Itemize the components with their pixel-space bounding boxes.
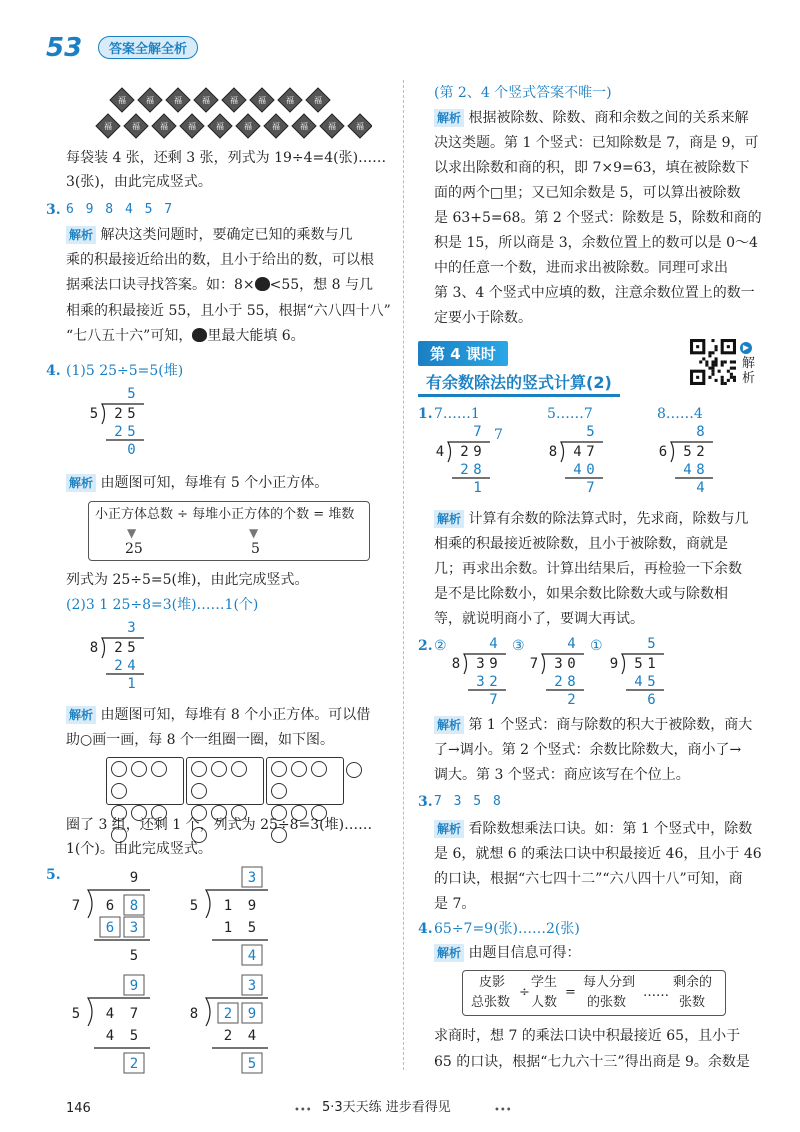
box-d2: 张数 — [679, 995, 706, 1010]
fu-char: 福 — [202, 96, 210, 105]
r-exp-line5: 是 63+5=68。第 2 个竖式：除数是 5，除数和商的 — [434, 210, 762, 226]
qr-module — [711, 367, 714, 370]
qr-module — [721, 364, 724, 367]
q5-number: 5. — [46, 867, 61, 883]
r-exp-line8: 第 3、4 个竖式中应填的数，注意余数位置上的数一 — [434, 285, 755, 301]
remainder-digit: 2 — [129, 1056, 139, 1072]
q3-exp-line5 — [66, 327, 305, 345]
product-digit: 8 — [473, 462, 482, 478]
arrow-down-icon: ▼ — [249, 526, 259, 540]
apple-icon — [255, 277, 270, 291]
qr-module — [711, 370, 714, 373]
qr-finder-core — [727, 345, 730, 348]
relation-value-total: 25 — [125, 541, 143, 557]
qr-module — [730, 367, 733, 370]
explanation-tag: 解析 — [434, 820, 464, 838]
box-b2: 人数 — [531, 995, 558, 1010]
s1-exp-line2: 相乘的积最接近被除数，且小于被除数，商就是 — [434, 536, 728, 552]
box-op1: ÷ — [519, 985, 530, 1000]
s4-end-line1: 求商时，想 7 的乘法口诀中积最接近 65，且小于 — [434, 1028, 741, 1044]
explanation-tag: 解析 — [434, 109, 464, 127]
qr-module — [711, 364, 714, 367]
circle-group — [266, 757, 344, 805]
fu-diamonds-figure — [92, 84, 372, 142]
footer-slogan: 5·3天天练 进步看得见 — [322, 1100, 451, 1115]
product-digit: 4 — [105, 1028, 115, 1044]
fu-char: 福 — [230, 96, 238, 105]
qr-module — [715, 360, 718, 363]
divisor-digit: 6 — [658, 444, 668, 460]
s1-answer-3: 8……4 — [657, 406, 703, 422]
product-digit: 4 — [247, 1028, 257, 1044]
s1-number: 1. — [418, 406, 433, 422]
divisor-digit: 5 — [89, 406, 99, 422]
explanation-tag: 解析 — [434, 510, 464, 528]
q4-1-answer: (1)5 25÷5=5(堆) — [66, 363, 184, 379]
qr-module — [702, 357, 705, 360]
s3-number: 3. — [418, 794, 433, 810]
dividend-digit: 6 — [105, 898, 115, 914]
q3-exp5b: 里最大能填 6。 — [207, 328, 305, 344]
quotient-digit: 9 — [129, 978, 139, 994]
quotient-digit: 3 — [127, 620, 136, 636]
dividend-digit: 4 — [105, 1006, 115, 1022]
product-digit: 5 — [647, 674, 656, 690]
fu-char: 福 — [188, 122, 196, 131]
qr-module — [730, 376, 733, 379]
dividend-digit: 0 — [567, 656, 576, 672]
fu-char: 福 — [314, 96, 322, 105]
long-division-q4-2 — [84, 618, 164, 692]
qr-module — [721, 382, 724, 385]
s1-extra: 7 — [494, 427, 503, 443]
q3-exp3a: 据乘法口诀寻找答案。如：8× — [66, 277, 255, 293]
qr-module — [715, 345, 718, 348]
divisor-digit: 7 — [529, 656, 539, 672]
division-bracket — [206, 998, 268, 1026]
fu-char: 福 — [258, 96, 266, 105]
qr-module — [711, 373, 714, 376]
division-bracket — [102, 404, 144, 424]
s4-relation-box — [462, 970, 726, 1016]
fu-char: 福 — [356, 122, 364, 131]
note-not-unique: (第 2、4 个竖式答案不唯一) — [434, 85, 612, 101]
remainder-digit: 6 — [647, 692, 656, 708]
q4-1-end: 列式为 25÷5=5(堆)，由此完成竖式。 — [66, 572, 309, 588]
product-digit: 4 — [683, 462, 692, 478]
divisor-digit: 8 — [189, 1006, 199, 1022]
quotient-digit: 5 — [586, 424, 595, 440]
fu-char: 福 — [160, 122, 168, 131]
r-exp-line3: 以求出除数和商的积，即 7×9=63，填在被除数下 — [434, 160, 750, 176]
explanation-tag: 解析 — [434, 716, 464, 734]
box-c1: 每人分到 — [583, 975, 636, 990]
qr-module — [718, 370, 721, 373]
circles-grouping-figure — [106, 757, 351, 805]
qr-module — [724, 382, 727, 385]
s3-exp-line3: 的口诀，根据“六七四十二”“六八四十八”可知，商 — [434, 871, 743, 887]
division-bracket — [671, 442, 713, 462]
s1-exp-line5: 等，就说明商小了，要调大再试。 — [434, 611, 644, 627]
qr-module — [708, 351, 711, 354]
product-digit: 2 — [114, 658, 123, 674]
remainder-digit: 4 — [696, 480, 705, 496]
product-digit: 5 — [247, 920, 257, 936]
fu-char: 福 — [118, 96, 126, 105]
qr-module — [708, 367, 711, 370]
dividend-digit: 2 — [460, 444, 469, 460]
box-a1: 皮影 — [479, 975, 506, 990]
quotient-digit: 3 — [247, 978, 257, 994]
divisor-digit: 8 — [548, 444, 558, 460]
box-dots: …… — [643, 985, 669, 1000]
q4-number: 4. — [46, 363, 61, 379]
remainder-digit: 7 — [586, 480, 595, 496]
explanation-tag: 解析 — [66, 226, 96, 244]
s4-exp-text: 由题目信息可得： — [468, 945, 581, 961]
s2-mark-3: ① — [590, 638, 603, 654]
division-bracket — [622, 654, 664, 674]
q4-2-end2: 1(个)。由此完成竖式。 — [66, 841, 212, 857]
explanation-tag: 解析 — [434, 944, 464, 962]
fu-char: 福 — [146, 96, 154, 105]
q3-exp-line1 — [66, 226, 352, 244]
remainder-digit: 5 — [129, 948, 139, 964]
long-division-s2-2 — [524, 634, 594, 708]
q3-number: 3. — [46, 202, 61, 218]
fu-char: 福 — [328, 122, 336, 131]
long-division-s2-1 — [446, 634, 516, 708]
qr-module — [699, 360, 702, 363]
dividend-digit: 9 — [247, 1006, 257, 1022]
box-a2: 总张数 — [471, 995, 511, 1010]
product-digit: 2 — [114, 424, 123, 440]
long-division-s2-3 — [604, 634, 674, 708]
dividend-digit: 4 — [573, 444, 582, 460]
qr-module — [705, 360, 708, 363]
fu-char: 福 — [174, 96, 182, 105]
qr-module — [705, 364, 708, 367]
s3-exp-line2: 是 6，就想 6 的乘法口诀中积最接近 46，且小于 46 — [434, 846, 762, 862]
q4-2-answer: (2)3 1 25÷8=3(堆)……1(个) — [66, 597, 259, 613]
remainder-digit: 1 — [127, 676, 136, 692]
dividend-digit: 2 — [223, 1006, 233, 1022]
dividend-digit: 8 — [129, 898, 139, 914]
qr-module — [711, 360, 714, 363]
relation-formula: 小正方体总数 ÷ 每堆小正方体的个数 = 堆数 — [95, 507, 355, 522]
q3-exp5a: “七八五十六”可知， — [66, 328, 193, 344]
quotient-digit: 9 — [129, 870, 139, 886]
division-bracket — [448, 442, 490, 462]
circle-group — [106, 757, 184, 805]
quotient-digit: 7 — [473, 424, 482, 440]
dividend-digit: 5 — [127, 406, 136, 422]
q3-answer: 6 9 8 4 5 7 — [66, 202, 175, 217]
s2-mark-2: ③ — [512, 638, 525, 654]
dividend-digit: 2 — [114, 406, 123, 422]
s2-exp-line2: 了→调小。第 2 个竖式：余数比除数大，商小了→ — [434, 742, 742, 758]
quotient-digit: 3 — [247, 870, 257, 886]
quotient-digit: 4 — [489, 636, 498, 652]
lesson-title: 有余数除法的竖式计算(2) — [418, 369, 620, 397]
long-division-s1-2 — [543, 422, 613, 496]
s1-exp-text: 计算有余数的除法算式时，先求商，除数与几 — [468, 511, 749, 527]
q4-2-exp-text: 由题图可知，每堆有 8 个小正方体。可以借 — [100, 707, 371, 723]
s3-exp-text: 看除数想乘法口诀。如：第 1 个竖式中，除数 — [468, 821, 753, 837]
q5-boxed-divisions — [60, 864, 280, 1076]
box-d1: 剩余的 — [673, 975, 713, 990]
qr-module — [711, 351, 714, 354]
leftover-circle — [346, 762, 362, 778]
footer-dots-right: ••• — [494, 1105, 512, 1116]
apple-icon — [192, 328, 207, 342]
fu-char: 福 — [272, 122, 280, 131]
s3-exp-line1 — [434, 820, 752, 838]
product-digit: 4 — [634, 674, 643, 690]
footer-dots-left: ••• — [294, 1105, 312, 1116]
fu-char: 福 — [132, 122, 140, 131]
explanation-tag: 解析 — [66, 706, 96, 724]
fu-char: 福 — [300, 122, 308, 131]
dividend-digit: 3 — [476, 656, 485, 672]
product-digit: 6 — [105, 920, 115, 936]
s4-answer: 65÷7=9(张)……2(张) — [434, 921, 580, 937]
qr-module — [715, 357, 718, 360]
q3-exp-text: 解决这类问题时，要确定已知的乘数与几 — [100, 227, 353, 243]
lesson-label: 第 4 课时 — [418, 341, 508, 366]
qr-module — [721, 360, 724, 363]
qr-module — [727, 379, 730, 382]
play-icon: ▶ — [740, 342, 752, 354]
q4-2-exp-line1 — [66, 706, 370, 724]
long-division-q4-1 — [84, 384, 164, 458]
product-digit: 2 — [223, 1028, 233, 1044]
qr-module — [727, 370, 730, 373]
division-bracket — [88, 890, 150, 918]
long-division-s1-1 — [430, 422, 500, 496]
arrow-down-icon: ▼ — [127, 526, 137, 540]
dividend-digit: 9 — [473, 444, 482, 460]
product-digit: 0 — [586, 462, 595, 478]
quotient-digit: 5 — [647, 636, 656, 652]
qr-module — [708, 354, 711, 357]
q2-explanation-line1: 每袋装 4 张，还剩 3 张，列式为 19÷4=4(张)…… — [66, 150, 387, 166]
s2-mark-1: ② — [434, 638, 447, 654]
product-digit: 8 — [567, 674, 576, 690]
dividend-digit: 2 — [114, 640, 123, 656]
divisor-digit: 5 — [71, 1006, 81, 1022]
quotient-digit: 8 — [696, 424, 705, 440]
r-exp-line7: 中的任意一个数，进而求出被除数。同理可求出 — [434, 260, 728, 276]
qr-module — [721, 376, 724, 379]
product-digit: 4 — [573, 462, 582, 478]
remainder-digit: 5 — [247, 1056, 257, 1072]
s2-exp-line1 — [434, 716, 752, 734]
s2-number: 2. — [418, 638, 433, 654]
qr-module — [715, 348, 718, 351]
r-exp-line1 — [434, 109, 748, 127]
dividend-digit: 5 — [127, 640, 136, 656]
dividend-digit: 9 — [489, 656, 498, 672]
dividend-digit: 7 — [586, 444, 595, 460]
product-digit: 2 — [554, 674, 563, 690]
division-bracket — [464, 654, 506, 674]
fu-char: 福 — [104, 122, 112, 131]
product-digit: 5 — [129, 1028, 139, 1044]
remainder-digit: 2 — [567, 692, 576, 708]
qr-module — [715, 379, 718, 382]
qr-module — [708, 376, 711, 379]
q3-exp-line4: 相乘的积最接近 55，且小于 55，根据“六八四十八” — [66, 303, 391, 319]
remainder-digit: 1 — [473, 480, 482, 496]
divisor-digit: 9 — [609, 656, 619, 672]
qr-module — [721, 379, 724, 382]
quotient-digit: 4 — [567, 636, 576, 652]
divisor-digit: 8 — [451, 656, 461, 672]
box-b1: 学生 — [531, 975, 558, 990]
qr-module — [733, 360, 736, 363]
page-number: 146 — [66, 1101, 91, 1116]
relation-value-per-pile: 5 — [251, 541, 260, 557]
dividend-digit: 7 — [129, 1006, 139, 1022]
s2-exp-text: 第 1 个竖式：商与除数的积大于被除数，商大 — [468, 717, 753, 733]
r-exp-line9: 定要小于除数。 — [434, 310, 532, 326]
product-digit: 2 — [460, 462, 469, 478]
q3-exp-line2: 乘的积最接近给出的数，且小于给出的数，可以根 — [66, 252, 374, 268]
s4-end-line2: 65 的口诀，根据“七九六十三”得出商是 9。余数是 — [434, 1054, 750, 1070]
q4-2-exp-line2: 助○画一画，每 8 个一组圈一圈，如下图。 — [66, 732, 335, 748]
relation-box — [88, 501, 370, 561]
q3-exp-line3 — [66, 276, 373, 294]
dividend-digit: 2 — [696, 444, 705, 460]
qr-code-image — [690, 339, 736, 385]
circle-group — [186, 757, 264, 805]
qr-module — [711, 339, 714, 342]
svg-text:53: 53 — [46, 33, 83, 63]
q2-explanation-line2: 3(张)，由此完成竖式。 — [66, 174, 212, 190]
r-exp-line4: 面的两个□里；又已知余数是 5，可以算出被除数 — [434, 185, 741, 201]
explanation-tag: 解析 — [66, 474, 96, 492]
q4-2-end1: 圈了 3 组，还剩 1 个，列式为 25÷8=3(堆)…… — [66, 817, 373, 833]
fu-char: 福 — [216, 122, 224, 131]
divisor-digit: 4 — [435, 444, 445, 460]
dividend-digit: 1 — [647, 656, 656, 672]
remainder-digit: 7 — [489, 692, 498, 708]
qr-code[interactable] — [690, 339, 736, 385]
dividend-digit: 5 — [683, 444, 692, 460]
r-exp-line2: 决这类题。第 1 个竖式：已知除数是 7，商是 9，可 — [434, 135, 759, 151]
qr-module — [730, 373, 733, 376]
divisor-digit: 7 — [71, 898, 81, 914]
s1-exp-line1 — [434, 510, 748, 528]
r-exp-text: 根据被除数、除数、商和余数之间的关系来解 — [468, 110, 749, 126]
header-banner: 答案全解全析 — [98, 36, 198, 59]
qr-module — [730, 360, 733, 363]
qr-module — [733, 379, 736, 382]
product-digit: 4 — [127, 658, 136, 674]
s3-answer: 7 3 5 8 — [434, 794, 503, 809]
box-c2: 的张数 — [587, 995, 627, 1010]
qr-module — [733, 367, 736, 370]
qr-module — [733, 376, 736, 379]
logo-mark — [44, 30, 96, 64]
product-digit: 2 — [489, 674, 498, 690]
q4-1-exp-text: 由题图可知，每堆有 5 个小正方体。 — [100, 475, 329, 491]
product-digit: 1 — [223, 920, 233, 936]
column-divider — [403, 80, 404, 1070]
dividend-digit: 3 — [554, 656, 563, 672]
s2-exp-line3: 调大。第 3 个竖式：商应该写在个位上。 — [434, 767, 690, 783]
product-digit: 8 — [696, 462, 705, 478]
product-digit: 3 — [129, 920, 139, 936]
dividend-digit: 5 — [634, 656, 643, 672]
dividend-digit: 1 — [223, 898, 233, 914]
product-digit: 5 — [127, 424, 136, 440]
q3-exp3b: <55，想 8 与几 — [269, 277, 373, 293]
remainder-digit: 0 — [127, 442, 136, 458]
dividend-digit: 9 — [247, 898, 257, 914]
qr-label: 解析 — [742, 356, 756, 386]
r-exp-line6: 积是 15，所以商是 3，余数位置上的数可以是 0～4 — [434, 235, 758, 251]
divisor-digit: 8 — [89, 640, 99, 656]
qr-module — [724, 360, 727, 363]
division-bracket — [206, 890, 268, 918]
s1-exp-line4: 是不是比除数小，如果余数比除数大或与除数相 — [434, 586, 728, 602]
fu-char: 福 — [286, 96, 294, 105]
divisor-digit: 5 — [189, 898, 199, 914]
s4-number: 4. — [418, 921, 433, 937]
fu-char: 福 — [244, 122, 252, 131]
product-digit: 3 — [476, 674, 485, 690]
fu-diamonds-image — [92, 84, 372, 142]
remainder-digit: 4 — [247, 948, 257, 964]
q4-1-exp — [66, 474, 328, 492]
logo — [44, 30, 96, 64]
division-bracket — [88, 998, 150, 1026]
division-bracket — [542, 654, 584, 674]
s1-exp-line3: 几；再求出余数。计算出结果后，再检验一下余数 — [434, 561, 742, 577]
s1-answer-1: 7……1 — [434, 406, 480, 422]
s4-exp-line1 — [434, 944, 580, 962]
quotient-digit: 5 — [127, 386, 136, 402]
s3-exp-line4: 是 7。 — [434, 896, 476, 912]
qr-module — [715, 364, 718, 367]
box-eq: = — [565, 985, 576, 1000]
long-division-s1-3 — [653, 422, 723, 496]
division-bracket — [102, 638, 144, 658]
division-bracket — [561, 442, 603, 462]
s1-answer-2: 5……7 — [547, 406, 593, 422]
qr-finder-core — [696, 345, 699, 348]
qr-finder-core — [696, 376, 699, 379]
